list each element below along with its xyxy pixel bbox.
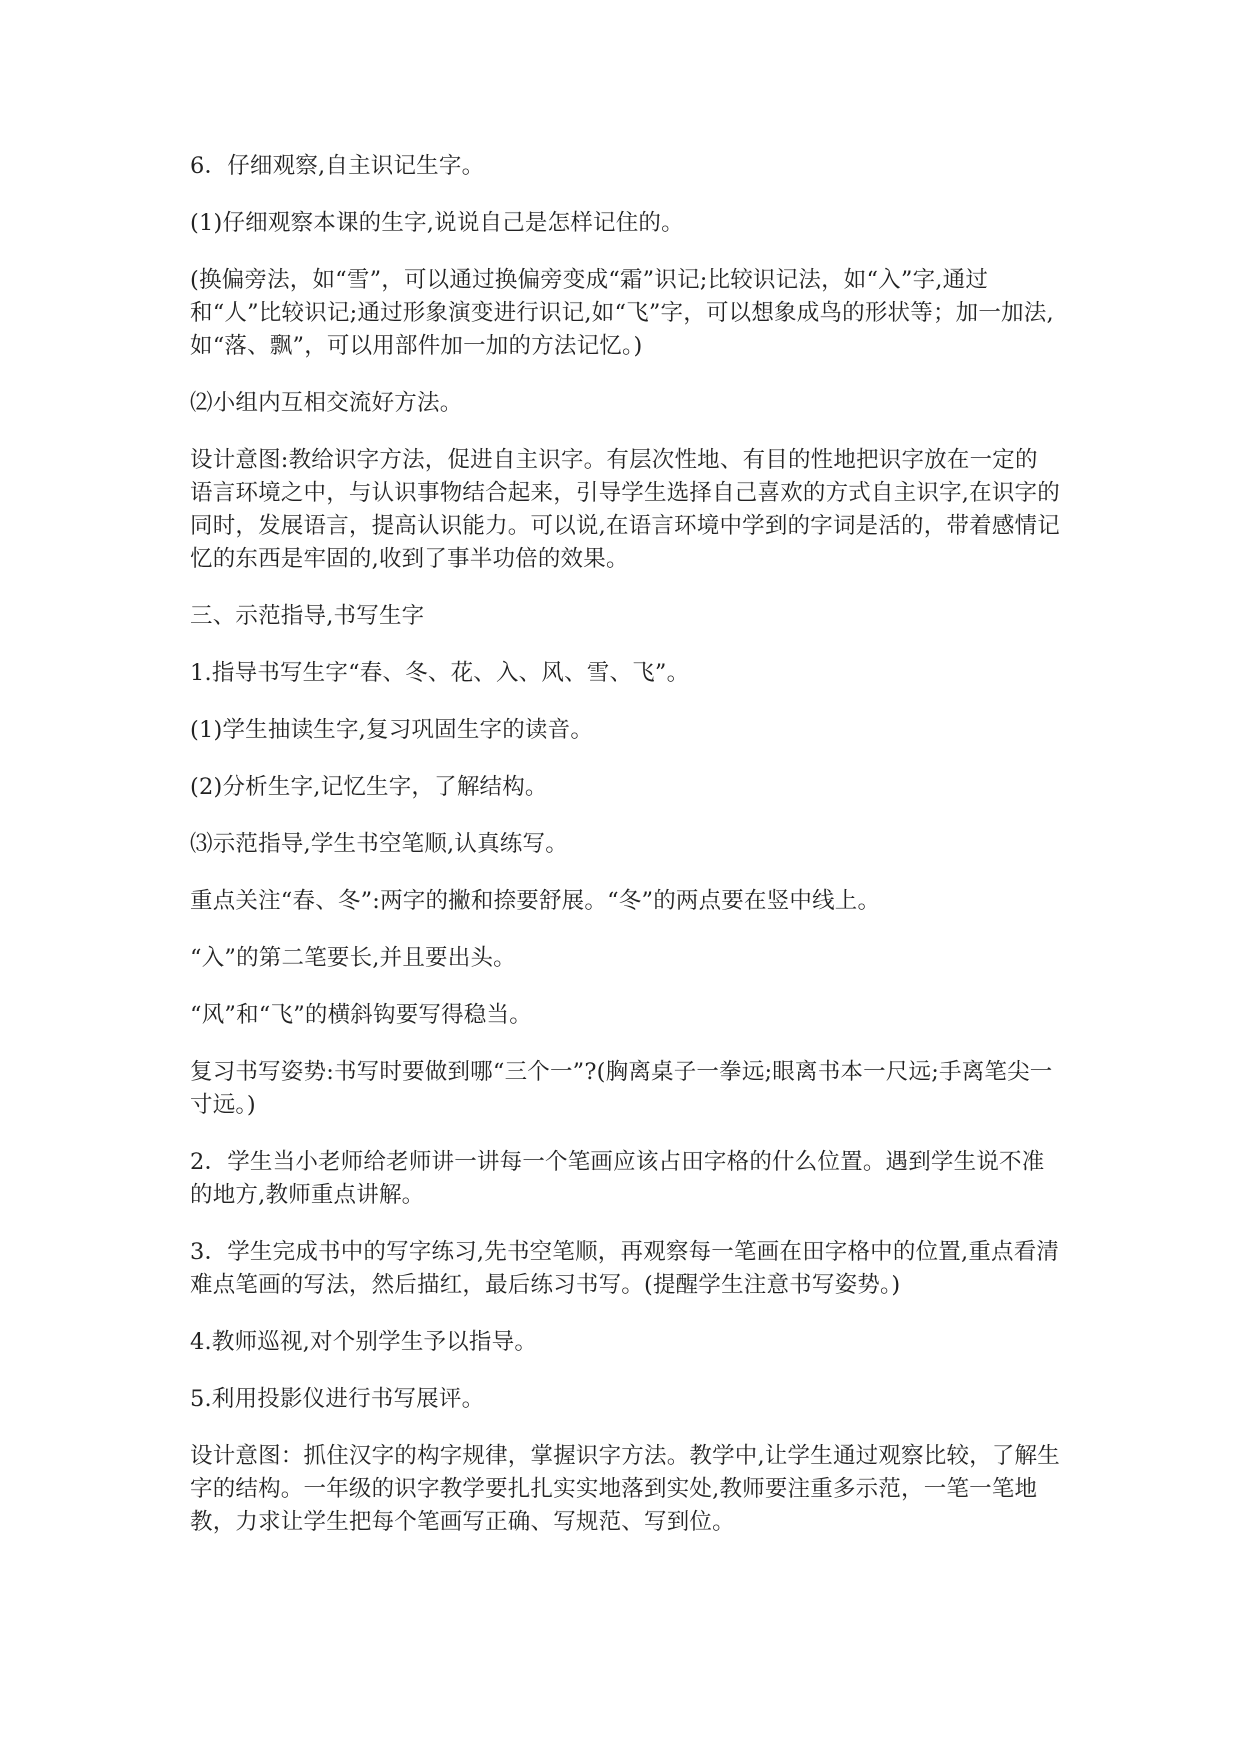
step-6-heading: 6．仔细观察,自主识记生字。 (190, 153, 485, 179)
step-6-1-instruction: (1)仔细观察本课的生字,说说自己是怎样记住的。 (190, 210, 684, 236)
writing-step-1-1: (1)学生抽读生字,复习巩固生字的读音。 (190, 717, 594, 743)
focus-ru: “入”的第二笔要长,并且要出头。 (190, 945, 516, 971)
writing-step-1: 1.指导书写生字“春、冬、花、入、风、雪、飞”。 (190, 660, 690, 686)
section-3-heading: 三、示范指导,书写生字 (190, 603, 425, 629)
focus-feng-fei: “风”和“飞”的横斜钩要写得稳当。 (190, 1002, 532, 1028)
design-intent-literacy: 设计意图:教给识字方法，促进自主识字。有层次性地、有目的性地把识字放在一定的语言环境之中，与认识事物结合起来，引导学生选择自己喜欢的方式自主识字,在识字的同时，发展语言，提高认识能力。可以说,在语言环境中学到的字词是活的，带着感情记忆的东西是牢固的,收到了事半功倍的效果。 (190, 447, 1060, 572)
writing-posture-review: 复习书写姿势:书写时要做到哪“三个一”?(胸离桌子一拳远;眼离书本一尺远;手离笔尖一寸远。) (190, 1059, 1053, 1118)
writing-step-3: 3．学生完成书中的写字练习,先书空笔顺，再观察每一笔画在田字格中的位置,重点看清难点笔画的写法，然后描红，最后练习书写。(提醒学生注意书写姿势。) (190, 1239, 1060, 1298)
writing-step-2: 2．学生当小老师给老师讲一讲每一个笔画应该占田字格的什么位置。遇到学生说不准的地方,教师重点讲解。 (190, 1149, 1045, 1208)
focus-chun-dong: 重点关注“春、冬”:两字的撇和捺要舒展。“冬”的两点要在竖中线上。 (190, 888, 881, 914)
step-6-2-instruction: ⑵小组内互相交流好方法。 (190, 390, 463, 416)
design-intent-writing: 设计意图：抓住汉字的构字规律，掌握识字方法。教学中,让学生通过观察比较，了解生字的结构。一年级的识字教学要扎扎实实地落到实处,教师要注重多示范，一笔一笔地教，力求让学生把每个笔画写正确、写规范、写到位。 (190, 1443, 1060, 1535)
writing-step-4: 4.教师巡视,对个别学生予以指导。 (190, 1329, 538, 1355)
memory-methods-note: (换偏旁法，如“雪”，可以通过换偏旁变成“霜”识记;比较识记法，如“入”字,通过和“人”比较识记;通过形象演变进行识记,如“飞”字，可以想象成鸟的形状等；加一加法,如“落、飘”，可以用部件加一加的方法记忆。) (190, 267, 1054, 359)
writing-step-1-2: (2)分析生字,记忆生字，了解结构。 (190, 774, 548, 800)
writing-step-1-3: ⑶示范指导,学生书空笔顺,认真练写。 (190, 831, 568, 857)
document-body (190, 150, 1060, 1563)
writing-step-5: 5.利用投影仪进行书写展评。 (190, 1386, 485, 1412)
